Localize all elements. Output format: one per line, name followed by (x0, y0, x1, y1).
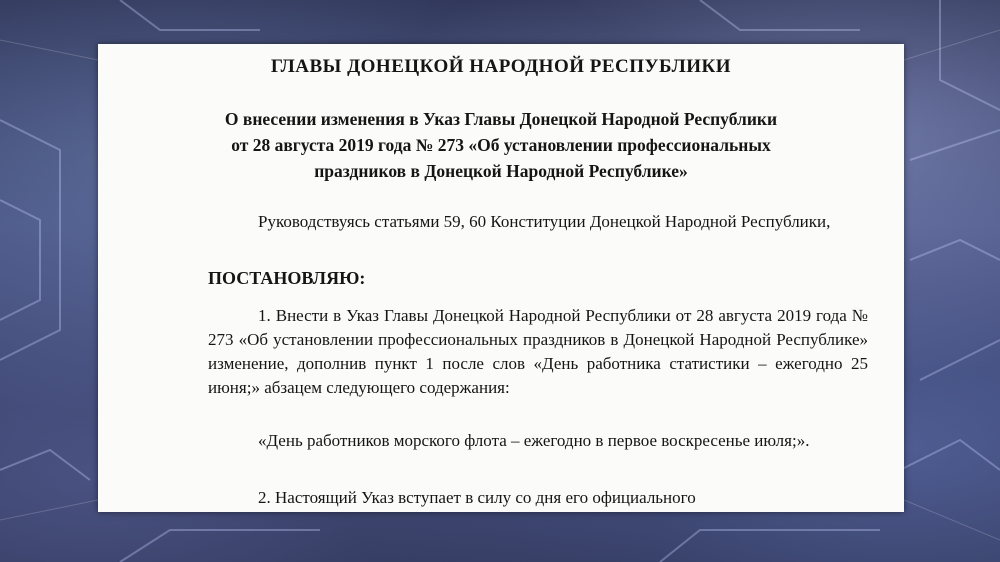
item-1-paragraph: 1. Внести в Указ Главы Донецкой Народной Республики от 28 августа 2019 года № 273 «Об установлении профессиональных праздников в Донецкой Народной Республике» изменение, дополнив пункт 1 после слов «День работника статистики – ежегодно 25 июня;» абзацем следующего содержания: (208, 306, 868, 397)
document-subject (98, 106, 904, 184)
subject-line: О внесении изменения в Указ Главы Донецкой Народной Республики (224, 109, 778, 129)
item-2-paragraph: 2. Настоящий Указ вступает в силу со дня его официального (258, 488, 696, 507)
intro-paragraph: Руководствуясь статьями 59, 60 Конституции Донецкой Народной Республики, (258, 212, 831, 231)
subject-line: от 28 августа 2019 года № 273 «Об установлении профессиональных (231, 135, 771, 155)
decree-word: ПОСТАНОВЛЯЮ: (208, 268, 366, 288)
document-heading: ГЛАВЫ ДОНЕЦКОЙ НАРОДНОЙ РЕСПУБЛИКИ (270, 56, 732, 77)
item-1-quote: «День работников морского флота – ежегодно в первое воскресенье июля;». (258, 431, 810, 450)
decree-document (98, 44, 904, 512)
subject-line: праздников в Донецкой Народной Республике» (314, 161, 688, 181)
